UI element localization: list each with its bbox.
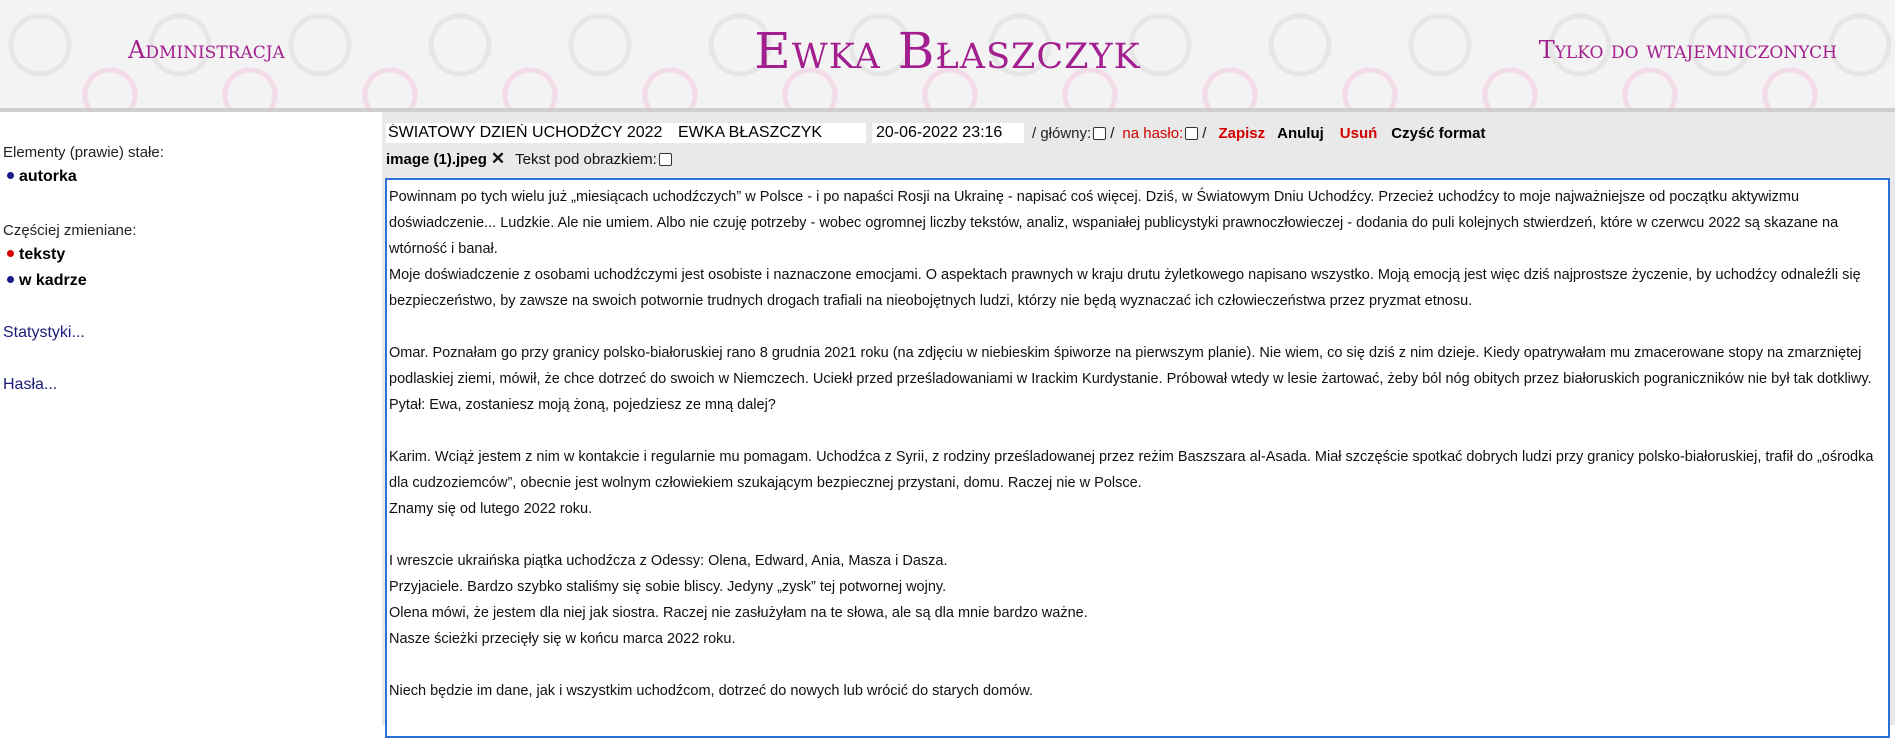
statistics-link[interactable]: Statystyki... xyxy=(3,324,85,341)
image-bar xyxy=(386,149,676,169)
site-title[interactable]: Ewka Błaszczyk xyxy=(754,22,1141,80)
separator: / xyxy=(1202,124,1207,142)
changing-elements-label: Częściej zmieniane: xyxy=(3,222,137,239)
date-input[interactable] xyxy=(872,123,1024,143)
main-label: / główny: xyxy=(1032,124,1092,142)
passwords-link[interactable]: Hasła... xyxy=(3,376,58,393)
paragraph: Omar. Poznałam go przy granicy polsko-białoruskiej rano 8 grudnia 2021 roku (na zdjęciu w niebieskim śpiworze na pierwszym planie). Nie wiem, co się dziś z nim dzieje. Kiedy opatrywałam mu zmacerowane stopy na zmarzniętej podlaskiej ziemi, mówił, że chce dotrzeć do swoich w Niemczech. Uciekł przed prześladowaniami w Irackim Kurdystanie. Próbował wtedy w lesie żartować, żeby ból nóg obitych przez białoruskich pograniczników nie był tak dotkliwy. Pytał: Ewa, zostaniesz moją żoną, pojedziesz ze mną dalej? xyxy=(389,345,1872,413)
paragraph: Moje doświadczenie z osobami uchodźczymi jest osobiste i naznaczone emocjami. O aspektach prawnych w kraju drutu żyletkowego napisano wszystko. Moją emocją jest więc dziś najprostsze życzenie, by uchodźcy odnaleźli się bezpieczeństwo, by zawsze na swoich potwornie trudnych drogach trafiali na nieobojętnych ludzi, którzy nie będą wyznaczać ich człowieczeństwa przez pryzmat etnosu. xyxy=(389,267,1861,309)
paragraph: Nasze ścieżki przecięły się w końcu marca 2022 roku. xyxy=(389,631,736,647)
sidebar xyxy=(0,112,382,725)
sidebar-item-in-frame[interactable] xyxy=(7,272,87,290)
paragraph: I wreszcie ukraińska piątka uchodźcza z Odessy: Olena, Edward, Ania, Masza i Dasza. xyxy=(389,553,948,569)
save-button[interactable]: Zapisz xyxy=(1218,124,1266,142)
editor-toolbar xyxy=(386,122,1485,144)
delete-button[interactable]: Usuń xyxy=(1339,124,1378,142)
title-input[interactable] xyxy=(386,123,676,143)
fixed-elements-label: Elementy (prawie) stałe: xyxy=(3,144,164,161)
paragraph: Przyjaciele. Bardzo szybko staliśmy się sobie bliscy. Jedyny „zysk” tej potwornej wojny. xyxy=(389,579,947,595)
paragraph: Znamy się od lutego 2022 roku. xyxy=(389,501,593,517)
caption-checkbox[interactable] xyxy=(659,153,672,166)
editor-panel xyxy=(382,112,1895,725)
paragraph: Karim. Wciąż jestem z nim w kontakcie i regularnie mu pomagam. Uchodźca z Syrii, z rodziny prześladowanej przez reżim Baszszara al-Asada. Miał szczęście spotkać dobrych ludzi przy granicy polsko-białoruskiej, trafił do „ośrodka dla cudzoziemców”, obecnie jest wolnym człowiekiem szukającym bezpiecznej przystani, domu. Raczej nie w Polsce. xyxy=(389,449,1874,491)
separator: / xyxy=(1110,124,1115,142)
main-checkbox[interactable] xyxy=(1093,127,1106,140)
sidebar-item-author[interactable] xyxy=(7,168,77,186)
password-checkbox[interactable] xyxy=(1185,127,1198,140)
sidebar-item-label: w kadrze xyxy=(19,272,87,289)
bullet-icon xyxy=(7,276,14,283)
image-file-name: image (1).jpeg xyxy=(386,150,487,168)
bullet-icon xyxy=(7,172,14,179)
bullet-icon xyxy=(7,250,14,257)
caption-label: Tekst pod obrazkiem: xyxy=(515,150,657,168)
author-input[interactable] xyxy=(676,123,866,143)
sidebar-item-label: teksty xyxy=(19,246,66,263)
sidebar-item-label: autorka xyxy=(19,168,77,185)
paragraph: Niech będzie im dane, jak i wszystkim uchodźcom, dotrzeć do nowych lub wrócić do starych domów. xyxy=(389,683,1033,699)
clear-format-button[interactable]: Czyść format xyxy=(1391,124,1486,142)
password-label: na hasło: xyxy=(1122,124,1184,142)
admin-link[interactable]: Administracja xyxy=(128,36,285,64)
paragraph: Olena mówi, że jestem dla niej jak siostra. Raczej nie zasłużyłam na te słowa, ale są dla mnie bardzo ważne. xyxy=(389,605,1088,621)
paragraph: Powinnam po tych wielu już „miesiącach uchodźczych” w Polsce - i po napaści Rosji na Ukrainę - napisać coś więcej. Dziś, w Światowym Dniu Uchodźcy. Przecież uchodźcy to moje najważniejsze od początku aktywizmu doświadczenie... Ludzkie. Ale nie umiem. Albo nie czuję potrzeby - wobec ogromnej liczby tekstów, analiz, wspaniałej publicystyki prawnoczłowieczej - dodania do puli kolejnych stwierdzeń, które w czerwcu 2022 są skazane na wtórność i banał. xyxy=(389,189,1839,257)
content-editor[interactable] xyxy=(385,178,1890,738)
sidebar-item-texts[interactable] xyxy=(7,246,65,264)
cancel-button[interactable]: Anuluj xyxy=(1277,124,1324,142)
close-icon[interactable]: ✕ xyxy=(490,149,506,168)
insiders-link[interactable]: Tylko do wtajemniczonych xyxy=(1538,36,1837,64)
